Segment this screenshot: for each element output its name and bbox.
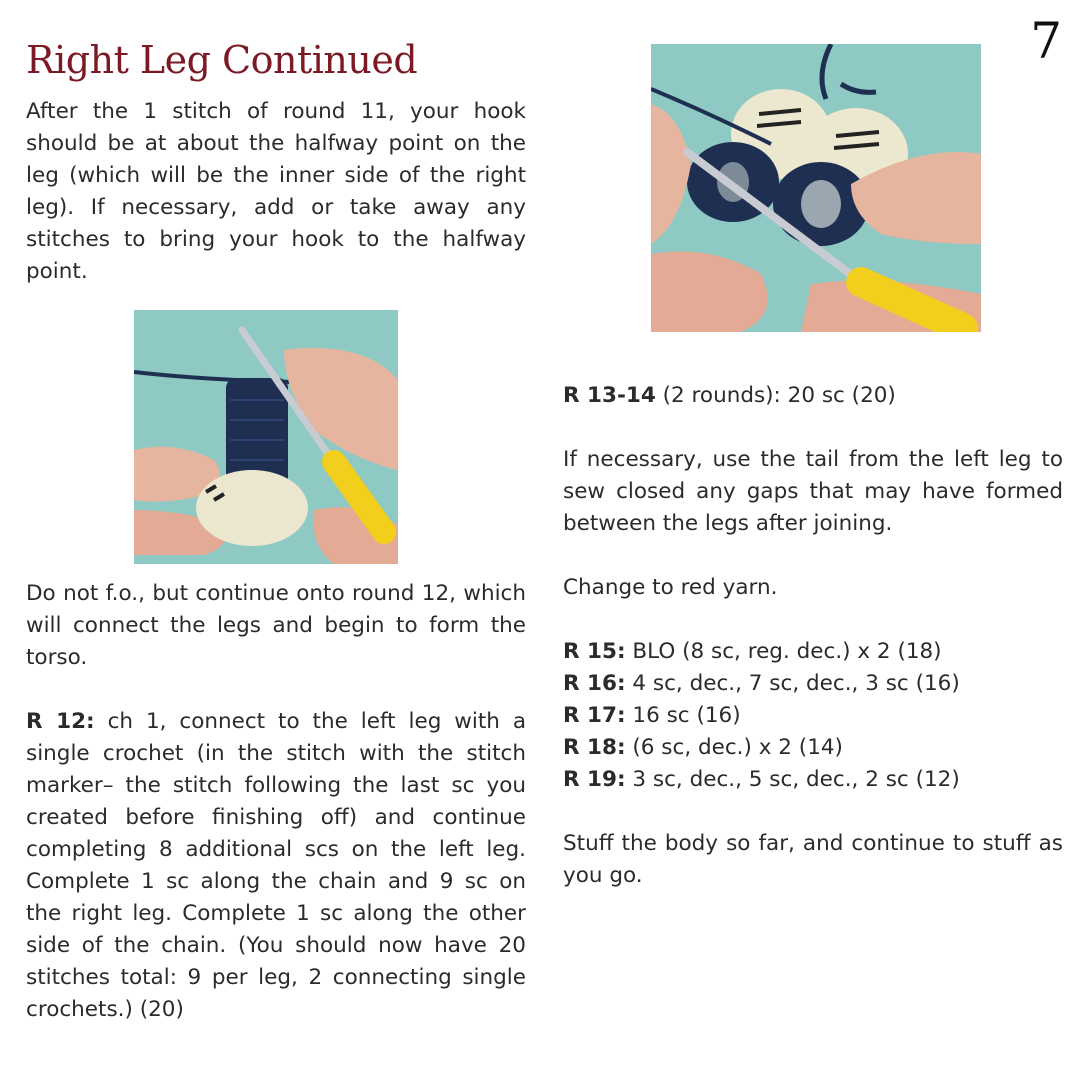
left-column-bottom xyxy=(26,578,526,1026)
round-17-text: 16 sc (16) xyxy=(625,703,741,728)
round-12-text: ch 1, connect to the left leg with a single crochet (in the stitch with the stitch marker– the stitch following the last sc you created before finishing off) and continue completing 8 additional scs on the left leg. Complete 1 sc along the chain and 9 sc on the right leg. Complete 1 sc along the other side of the chain. (You should now have 20 stitches total: 9 per leg, 2 connecting single crochets.) (20) xyxy=(26,709,526,1022)
round-16-label: R 16: xyxy=(563,671,626,696)
round-18-line xyxy=(563,732,1063,764)
round-15-line xyxy=(563,636,1063,668)
continue-paragraph: Do not f.o., but continue onto round 12, which will connect the legs and begin to form the torso. xyxy=(26,581,526,670)
page-number: 7 xyxy=(1030,12,1062,70)
round-16-line xyxy=(563,668,1063,700)
round-17-label: R 17: xyxy=(563,703,626,728)
round-19-line xyxy=(563,764,1063,796)
round-13-14-text: (2 rounds): 20 sc (20) xyxy=(655,383,896,408)
rounds-list xyxy=(563,636,1063,796)
photo-right-leg-illustration xyxy=(134,310,398,564)
photo-legs-joined xyxy=(651,44,981,332)
intro-paragraph: After the 1 stitch of round 11, your hook should be at about the halfway point on the leg (which will be the inner side of the right leg). If necessary, add or take away any stitches to bring your hook to the halfway point. xyxy=(26,99,526,284)
photo-right-leg-on-hook xyxy=(134,310,398,564)
round-13-14-label: R 13-14 xyxy=(563,383,656,408)
round-19-label: R 19: xyxy=(563,767,626,792)
round-12-paragraph xyxy=(26,706,526,1026)
change-yarn-paragraph: Change to red yarn. xyxy=(563,575,778,600)
left-column-top xyxy=(26,96,526,288)
sew-paragraph: If necessary, use the tail from the left leg to sew closed any gaps that may have formed between the legs after joining. xyxy=(563,447,1063,536)
round-16-text: 4 sc, dec., 7 sc, dec., 3 sc (16) xyxy=(625,671,960,696)
round-13-14-paragraph xyxy=(563,380,1063,412)
round-15-text: BLO (8 sc, reg. dec.) x 2 (18) xyxy=(625,639,942,664)
round-18-text: (6 sc, dec.) x 2 (14) xyxy=(625,735,843,760)
round-19-text: 3 sc, dec., 5 sc, dec., 2 sc (12) xyxy=(625,767,960,792)
round-15-label: R 15: xyxy=(563,639,626,664)
round-12-label: R 12: xyxy=(26,709,95,734)
round-18-label: R 18: xyxy=(563,735,626,760)
photo-legs-joined-illustration xyxy=(651,44,981,332)
round-17-line xyxy=(563,700,1063,732)
page-title: Right Leg Continued xyxy=(26,38,418,82)
stuff-paragraph: Stuff the body so far, and continue to stuff as you go. xyxy=(563,831,1063,888)
right-column xyxy=(563,380,1063,892)
